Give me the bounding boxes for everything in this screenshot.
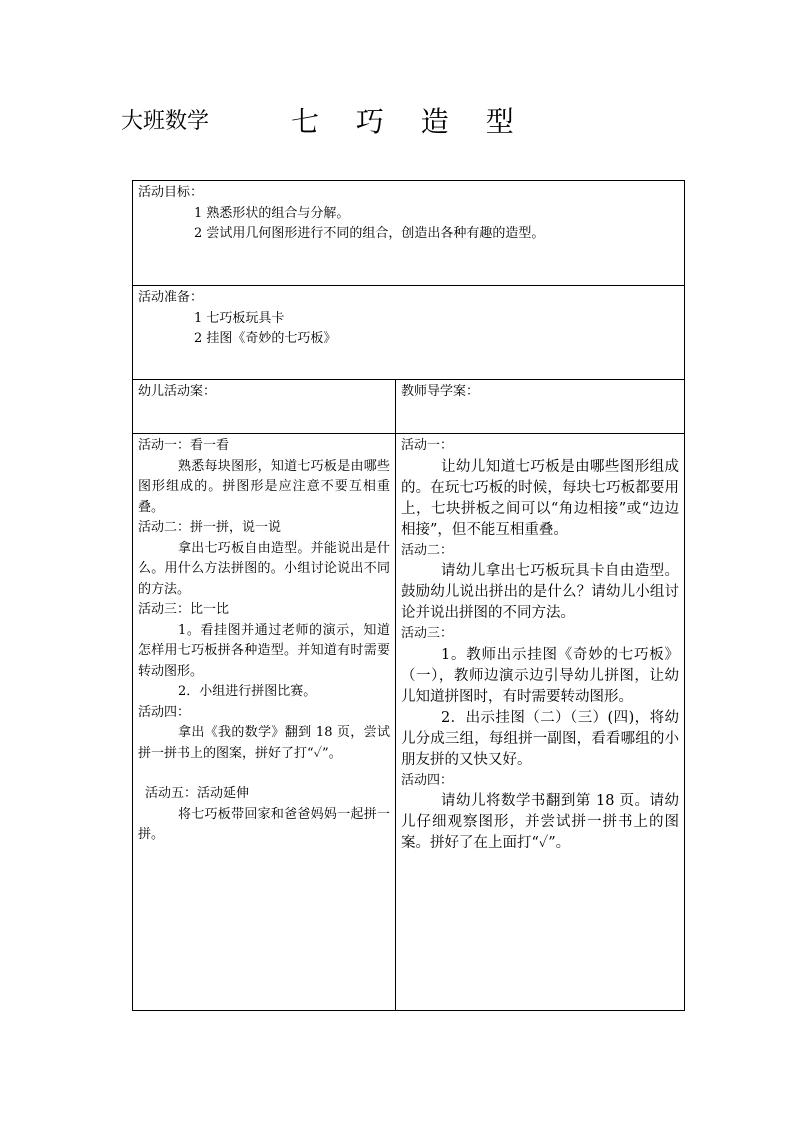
subject-label: 大班数学 (121, 109, 210, 134)
child-activity-1-text: 熟悉每块图形，知道七巧板是由哪些图形组成的。拼图形是应注意不要互相重叠。 (138, 458, 390, 515)
teacher-activity-3-title: 活动三： (401, 626, 454, 641)
goals-label: 活动目标： (138, 185, 204, 200)
child-activity-4-text: 拿出《我的数学》翻到 18 页，尝试拼一拼书上的图案，拼好了打“✓”。 (138, 725, 390, 761)
child-plan-header: 幼儿活动案： (133, 380, 396, 434)
goals-cell (133, 181, 685, 286)
spacer (138, 764, 390, 784)
child-activity-2-title: 活动二：拼一拼，说一说 (138, 520, 282, 535)
child-activity-3-item-1: 1。看挂图并通过老师的演示，知道怎样用七巧板拼各种造型。并知道有时需要转动图形。 (138, 622, 390, 679)
teacher-activity-3-item-1: 1。教师出示挂图《奇妙的七巧板》（一），教师边演示边引导幼儿拼图，让幼儿知道拼图时，有时需要转动图形。 (401, 646, 679, 705)
preparation-cell (133, 286, 685, 380)
teacher-activity-4-text: 请幼儿将数学书翻到第 18 页。请幼儿仔细观察图形，并尝试拼一拼书上的图案。拼好了在上面打“✓”。 (401, 793, 679, 851)
child-activity-3-title: 活动三：比一比 (138, 602, 230, 617)
teacher-activity-1-title: 活动一： (401, 438, 454, 453)
page-title: 七 巧 造 型 (291, 105, 528, 138)
child-activity-3-item-2: 2．小组进行拼图比赛。 (178, 684, 317, 699)
child-activity-4-title: 活动四： (138, 704, 191, 720)
preparation-item: 2 挂图《奇妙的七巧板》 (194, 331, 337, 346)
goal-item: 1 熟悉形状的组合与分解。 (194, 205, 350, 221)
child-plan-cell (133, 434, 396, 1011)
activities-row (133, 434, 685, 1011)
teacher-plan-header: 教师导学案： (396, 380, 685, 434)
teacher-activity-2-text: 请幼儿拿出七巧板玩具卡自由造型。鼓励幼儿说出拼出的是什么？请幼儿小组讨论并说出拼图的不同方法。 (401, 563, 679, 621)
child-activity-2-text: 拿出七巧板自由造型。并能说出是什么。用什么方法拼图的。小组讨论说出不同的方法。 (138, 540, 390, 597)
goal-item: 2 尝试用几何图形进行不同的组合，创造出各种有趣的造型。 (194, 226, 545, 241)
preparation-item: 1 七巧板玩具卡 (194, 310, 285, 326)
child-activity-5-text: 将七巧板带回家和爸爸妈妈一起拼一拼。 (138, 806, 390, 842)
lesson-plan-table (132, 180, 685, 1011)
teacher-activity-3-item-2: 2．出示挂图（二）（三）(四)，将幼儿分成三组，每组拼一副图，看看哪组的小朋友拼的又快又好。 (401, 709, 679, 768)
teacher-plan-cell (396, 434, 685, 1011)
preparation-row (133, 286, 685, 380)
goals-row (133, 181, 685, 286)
teacher-activity-1-text: 让幼儿知道七巧板是由哪些图形组成的。在玩七巧板的时候，每块七巧板都要用上，七块拼板之间可以“角边相接”或“边边相接”，但不能互相重叠。 (401, 458, 679, 538)
child-activity-1-title: 活动一：看一看 (138, 438, 230, 453)
teacher-activity-4-title: 活动四： (401, 772, 454, 788)
teacher-activity-2-title: 活动二： (401, 542, 454, 558)
preparation-label: 活动准备： (138, 290, 204, 305)
column-header-row (133, 380, 685, 434)
child-activity-5-title: 活动五：活动延伸 (145, 786, 250, 801)
